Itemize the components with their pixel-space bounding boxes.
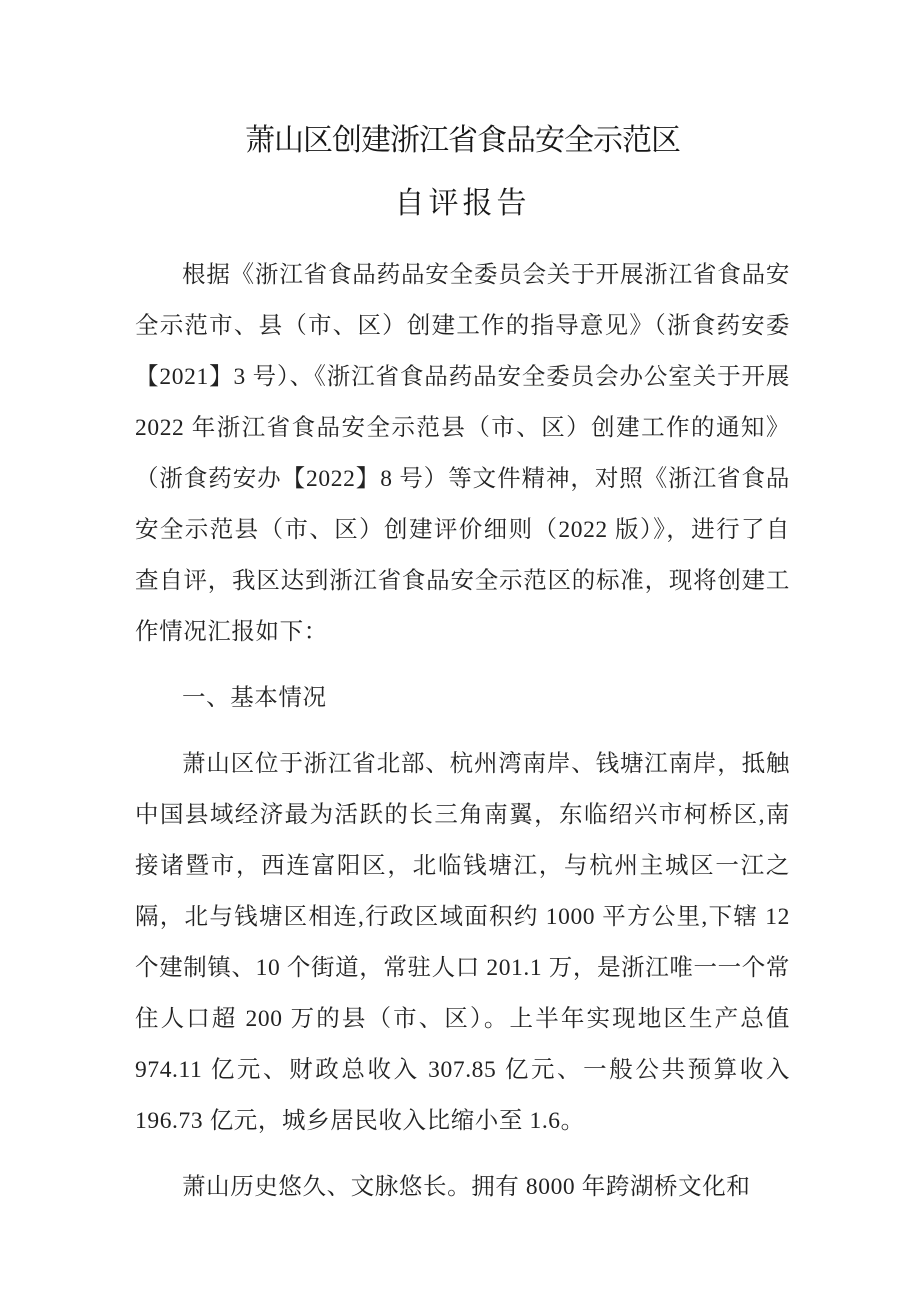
paragraph-district-overview: 萧山区位于浙江省北部、杭州湾南岸、钱塘江南岸，抵触中国县域经济最为活跃的长三角南翼，东临绍兴市柯桥区,南接诸暨市，西连富阳区，北临钱塘江，与杭州主城区一江之隔，北与钱塘区相连,行政区域面积约 1000 平方公里,下辖 12 个建制镇、10 个街道，常驻人口 201.1 万，是浙江唯一一个常住人口超 200 万的县（市、区）。上半年实现地区生产总值 974.11 亿元、财政总收入 307.85 亿元、一般公共预算收入 196.73 亿元，城乡居民收入比缩小至 1.6。 <box>135 751 790 1134</box>
document-title: 萧山区创建浙江省食品安全示范区 <box>245 124 680 157</box>
paragraph-intro: 根据《浙江省食品药品安全委员会关于开展浙江省食品安全示范市、县（市、区）创建工作的指导意见》（浙食药安委【2021】3 号）、《浙江省食品药品安全委员会办公室关于开展 2022 年浙江省食品安全示范县（市、区）创建工作的通知》（浙食药安办【2022】8 号）等文件精神，对照《浙江省食品安全示范县（市、区）创建评价细则（2022 版）》，进行了自查自评，我区达到浙江省食品安全示范区的标准，现将创建工作情况汇报如下： <box>135 262 790 645</box>
paragraph-history: 萧山历史悠久、文脉悠长。拥有 8000 年跨湖桥文化和 <box>182 1174 751 1200</box>
document-subtitle: 自评报告 <box>394 187 531 220</box>
section-heading-basic-situation: 一、基本情况 <box>182 685 327 711</box>
